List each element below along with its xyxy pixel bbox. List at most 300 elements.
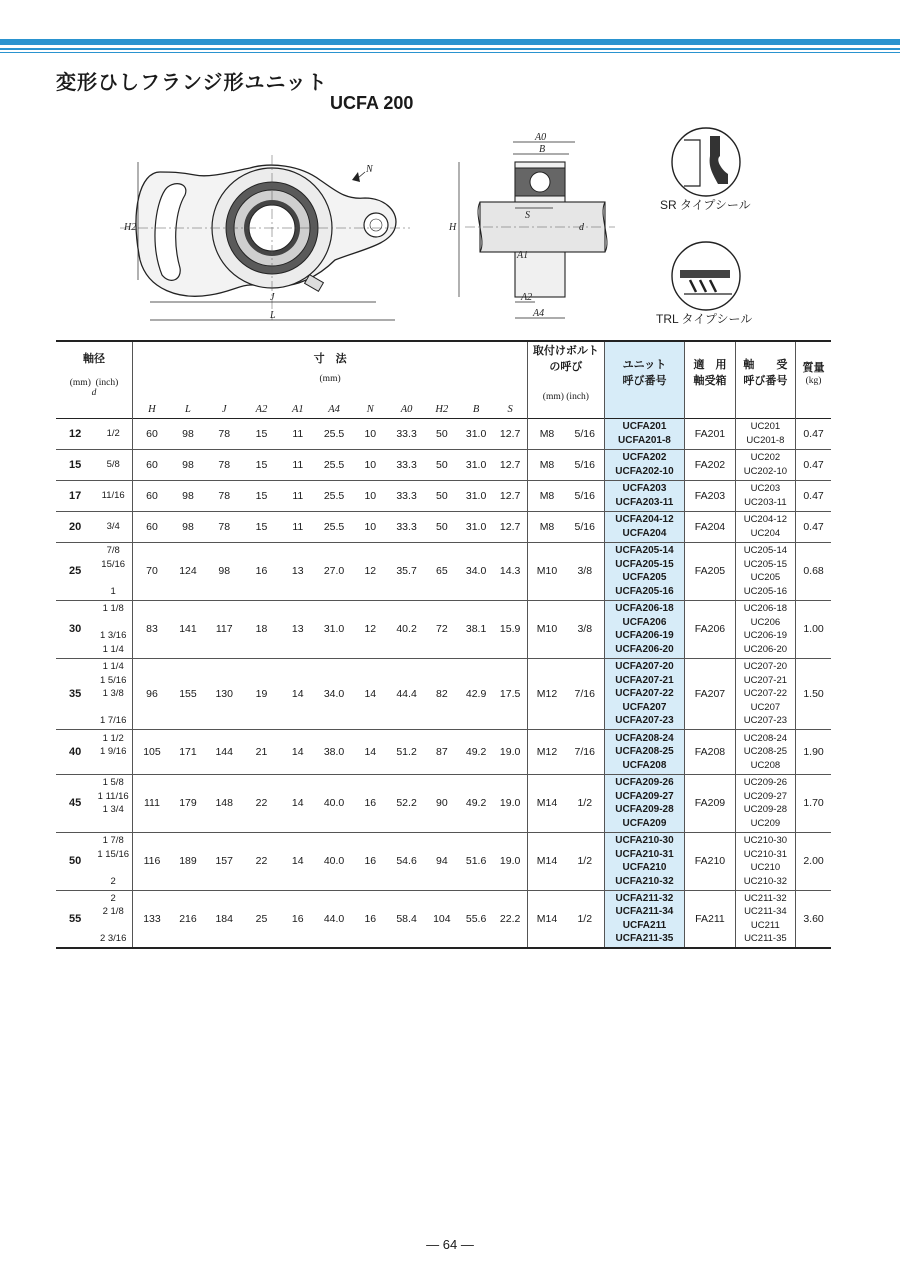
bolt-inch-cell: 1/2 [566,890,604,948]
header-unit: ユニット 呼び番号 [604,341,685,402]
dim-a1-cell: 16 [280,890,316,948]
dim-b-cell: 55.6 [459,890,493,948]
dim-l-cell: 141 [171,600,205,658]
bearing-number-cell [735,658,795,730]
bearing-number: UC206 [750,616,781,628]
bolt-mm-cell: M14 [528,890,566,948]
dim-a0-cell: 33.3 [388,449,424,480]
page-number: ― 64 ― [426,1237,474,1252]
dim-a2-cell: 25 [243,890,279,948]
dim-h2-cell: 82 [425,658,459,730]
side-view-drawing [445,130,615,325]
inch-value: 1 11/16 [97,790,129,802]
bearing-number: UC206-20 [743,643,788,655]
bearing-number: UC205 [750,572,781,583]
unit-number: UCFA206 [622,616,667,628]
dim-a0-cell: 33.3 [388,418,424,449]
dim-h-cell: 83 [133,600,171,658]
housing-cell: FA204 [685,511,735,542]
shaft-inch-cell [94,832,132,890]
dim-h-cell: 96 [133,658,171,730]
housing-cell: FA209 [685,774,735,832]
header-bearing: 軸 受 呼び番号 [735,341,795,402]
inch-value: 5/8 [106,458,120,470]
shaft-mm-cell: 50 [56,832,94,890]
shaft-inch-cell [94,511,132,542]
dim-a0-cell: 54.6 [388,832,424,890]
mass-cell: 1.00 [796,600,831,658]
bearing-number: UC210-30 [743,835,788,846]
bolt-mm-cell: M8 [528,449,566,480]
table-row [56,511,831,542]
inch-value [94,616,132,630]
dim-h-cell: 60 [133,511,171,542]
dim-s-cell: 12.7 [493,418,527,449]
label-h: H [449,222,457,233]
dim-h-cell: 133 [133,890,171,948]
col-h2: H2 [435,404,449,416]
inch-value: 1 15/16 [97,848,130,860]
dim-b-cell: 38.1 [459,600,493,658]
housing-cell: FA211 [685,890,735,948]
dim-n-cell: 16 [352,890,388,948]
bearing-number: UC206-18 [743,603,788,614]
bolt-inch-cell: 5/16 [566,480,604,511]
inch-value: 2 3/16 [99,933,127,945]
unit-number: UCFA210-31 [615,848,674,860]
dim-j-cell: 130 [205,658,243,730]
table-row [56,542,831,600]
dim-b-cell: 49.2 [459,730,493,775]
label-s: S [525,210,530,221]
inch-value: 1 1/4 [102,661,124,672]
header-housing: 適 用 軸受箱 [685,341,735,402]
bolt-inch-cell: 5/16 [566,511,604,542]
bearing-number: UC202-10 [743,465,788,477]
col-s: S [507,404,513,416]
bolt-mm-cell: M10 [528,542,566,600]
shaft-mm-cell: 15 [56,449,94,480]
inch-value: 1 1/8 [102,603,124,614]
shaft-mm-cell: 45 [56,774,94,832]
bearing-number: UC211-32 [744,892,787,904]
dim-b-cell: 34.0 [459,542,493,600]
bolt-inch-cell: 1/2 [566,832,604,890]
shaft-inch-cell [94,480,132,511]
inch-value: 1 9/16 [99,746,127,757]
dim-b-cell: 42.9 [459,658,493,730]
unit-number: UCFA205-14 [615,545,674,556]
housing-cell: FA201 [685,418,735,449]
shaft-mm-cell: 25 [56,542,94,600]
dim-s-cell: 19.0 [493,832,527,890]
bolt-inch-cell: 5/16 [566,449,604,480]
sr-seal-drawing [670,126,742,198]
unit-number: UCFA207 [622,701,667,713]
unit-number: UCFA201-8 [618,434,671,446]
dim-a0-cell: 33.3 [388,480,424,511]
dim-s-cell: 12.7 [493,480,527,511]
table-row [56,890,831,948]
unit-number: UCFA205 [622,572,667,583]
bearing-number: UC210-32 [743,875,788,887]
bearing-number-cell [735,418,795,449]
sr-seal-caption: SR タイプシール [660,198,751,212]
unit-number: UCFA203 [622,483,667,494]
bearing-number-cell [735,449,795,480]
dim-j-cell: 78 [205,449,243,480]
dim-a4-cell: 34.0 [316,658,352,730]
dim-a1-cell: 13 [280,600,316,658]
bolt-inch-cell: 5/16 [566,418,604,449]
bolt-mm-cell: M14 [528,832,566,890]
label-l: L [270,310,276,321]
unit-number: UCFA208-25 [615,746,674,757]
bearing-number: UC207-22 [743,688,788,699]
dim-j-cell: 144 [205,730,243,775]
dim-a0-cell: 58.4 [388,890,424,948]
col-n: N [366,404,374,416]
dim-s-cell: 19.0 [493,774,527,832]
unit-number: UCFA201 [622,421,667,432]
dim-n-cell: 12 [352,600,388,658]
label-d: d [579,222,584,233]
bolt-mm-cell: M10 [528,600,566,658]
shaft-inch-cell [94,418,132,449]
dim-s-cell: 12.7 [493,449,527,480]
unit-number: UCFA208 [622,759,667,771]
dim-h2-cell: 50 [425,449,459,480]
header-bolt-units: (mm) (inch) [528,374,605,402]
dim-n-cell: 14 [352,658,388,730]
shaft-inch-cell [94,542,132,600]
dim-n-cell: 16 [352,774,388,832]
bearing-number: UC211 [750,919,780,931]
label-b: B [539,144,546,155]
unit-number: UCFA209-26 [615,777,674,788]
bolt-inch-cell: 3/8 [566,542,604,600]
table-row [56,600,831,658]
bearing-number: UC204 [750,527,781,539]
dim-l-cell: 98 [171,480,205,511]
specification-table [56,340,831,949]
dim-n-cell: 16 [352,832,388,890]
housing-cell: FA205 [685,542,735,600]
dim-j-cell: 78 [205,480,243,511]
inch-value [94,759,132,773]
dim-a4-cell: 25.5 [316,449,352,480]
dim-n-cell: 10 [352,418,388,449]
dim-j-cell: 78 [205,511,243,542]
unit-number: UCFA203-11 [615,496,674,508]
col-l: L [185,404,191,416]
dim-s-cell: 15.9 [493,600,527,658]
unit-number: UCFA206-20 [615,643,674,655]
dim-b-cell: 51.6 [459,832,493,890]
unit-number-cell [604,774,685,832]
housing-cell: FA210 [685,832,735,890]
page-title: 変形ひしフランジ形ユニット [56,70,328,94]
mass-cell: 1.50 [796,658,831,730]
inch-value: 1 3/16 [99,630,127,641]
bearing-number: UC203 [750,483,781,494]
dim-l-cell: 171 [171,730,205,775]
dim-l-cell: 189 [171,832,205,890]
table-row [56,418,831,449]
inch-value [94,861,132,875]
unit-number-cell [604,511,685,542]
bearing-number: UC205-14 [743,545,788,556]
bearing-number-cell [735,511,795,542]
col-a4: A4 [328,404,340,416]
shaft-inch-cell [94,449,132,480]
table-row [56,480,831,511]
unit-number: UCFA209-27 [615,790,674,802]
dim-b-cell: 31.0 [459,418,493,449]
dim-a1-cell: 11 [280,418,316,449]
dim-j-cell: 148 [205,774,243,832]
mass-cell: 1.90 [796,730,831,775]
dim-a2-cell: 19 [243,658,279,730]
unit-number: UCFA206-18 [615,603,674,614]
dim-h-cell: 70 [133,542,171,600]
dim-n-cell: 10 [352,480,388,511]
col-j: J [221,404,227,416]
shaft-inch-cell [94,890,132,948]
unit-number: UCFA210-30 [615,835,674,846]
bolt-inch-cell: 1/2 [566,774,604,832]
shaft-mm-cell: 55 [56,890,94,948]
unit-number: UCFA207-22 [615,688,674,699]
dim-l-cell: 155 [171,658,205,730]
dim-h2-cell: 104 [425,890,459,948]
unit-number-cell [604,600,685,658]
inch-value: 1 3/4 [102,804,124,815]
label-h2: H2 [124,222,137,233]
bearing-number: UC204-12 [743,514,788,525]
dim-h-cell: 111 [133,774,171,832]
inch-value [94,701,132,715]
dim-j-cell: 184 [205,890,243,948]
header-shaft-units: (mm) (inch) d [69,378,119,398]
dim-h2-cell: 72 [425,600,459,658]
dim-a4-cell: 40.0 [316,774,352,832]
dim-b-cell: 31.0 [459,449,493,480]
bearing-number-cell [735,774,795,832]
bearing-number: UC208-24 [743,732,788,744]
table-row [56,774,831,832]
shaft-mm-cell: 20 [56,511,94,542]
bearing-number: UC209-26 [743,777,788,788]
table-row [56,658,831,730]
dim-a2-cell: 15 [243,449,279,480]
dim-l-cell: 179 [171,774,205,832]
inch-value: 1 1/2 [102,732,124,744]
top-rule-thin [0,52,900,53]
dim-h-cell: 60 [133,480,171,511]
dim-a1-cell: 13 [280,542,316,600]
unit-number-cell [604,832,685,890]
bolt-mm-cell: M8 [528,480,566,511]
unit-number: UCFA207-20 [615,661,674,672]
unit-number-cell [604,542,685,600]
unit-number: UCFA211-35 [615,933,674,945]
mass-cell: 1.70 [796,774,831,832]
dim-l-cell: 124 [171,542,205,600]
dim-a4-cell: 40.0 [316,832,352,890]
dim-a2-cell: 16 [243,542,279,600]
label-a4: A4 [533,308,545,319]
unit-number: UCFA210-32 [615,875,674,887]
inch-value: 2 1/8 [102,906,124,918]
shaft-inch-cell [94,658,132,730]
bolt-mm-cell: M12 [528,730,566,775]
dim-b-cell: 31.0 [459,480,493,511]
unit-number: UCFA204-12 [615,514,674,525]
dim-a1-cell: 11 [280,480,316,511]
bolt-mm-cell: M8 [528,511,566,542]
unit-number: UCFA208-24 [615,732,674,744]
mass-cell: 2.00 [796,832,831,890]
unit-number-cell [604,730,685,775]
mass-cell: 0.47 [796,480,831,511]
top-rule-thick [0,39,900,45]
trl-seal-caption: TRL タイプシール [656,312,753,326]
dim-h2-cell: 50 [425,418,459,449]
bearing-number-cell [735,542,795,600]
dim-n-cell: 10 [352,511,388,542]
housing-cell: FA202 [685,449,735,480]
housing-cell: FA207 [685,658,735,730]
unit-number: UCFA211-34 [615,906,674,918]
col-b: B [472,404,480,416]
dim-a4-cell: 25.5 [316,511,352,542]
unit-number: UCFA209-28 [615,804,674,815]
unit-number: UCFA209 [622,817,667,829]
bearing-number: UC205-15 [743,558,788,570]
dim-a0-cell: 51.2 [388,730,424,775]
dim-h2-cell: 94 [425,832,459,890]
dim-h-cell: 116 [133,832,171,890]
shaft-mm-cell: 35 [56,658,94,730]
bearing-number: UC202 [750,452,781,463]
bearing-number: UC201-8 [746,434,785,446]
unit-number: UCFA202-10 [615,465,674,477]
unit-number: UCFA211-32 [615,892,674,904]
header-symbols-row [56,402,831,418]
inch-value: 1 5/8 [102,777,124,788]
bolt-inch-cell: 7/16 [566,658,604,730]
label-a1: A1 [517,250,529,261]
dim-a1-cell: 14 [280,774,316,832]
bearing-number: UC208 [750,759,781,771]
bearing-number: UC209-28 [743,804,788,815]
inch-value: 1 7/16 [99,715,127,726]
inch-value: 1 5/16 [99,674,127,686]
dim-a4-cell: 25.5 [316,480,352,511]
bolt-inch-cell: 3/8 [566,600,604,658]
bolt-mm-cell: M12 [528,658,566,730]
bearing-number: UC207 [750,701,781,713]
trl-seal-drawing [670,240,742,312]
header-bolt: 取付けボルト の呼び [528,341,605,374]
shaft-inch-cell [94,730,132,775]
dim-b-cell: 31.0 [459,511,493,542]
unit-number: UCFA207-21 [615,674,674,686]
bolt-inch-cell: 7/16 [566,730,604,775]
dim-l-cell: 98 [171,449,205,480]
dim-j-cell: 98 [205,542,243,600]
inch-value: 1 1/4 [102,643,124,655]
inch-value [94,571,132,585]
table-row [56,449,831,480]
dim-a2-cell: 18 [243,600,279,658]
dim-a0-cell: 33.3 [388,511,424,542]
dim-a1-cell: 14 [280,730,316,775]
bearing-number: UC201 [750,421,781,432]
dim-s-cell: 17.5 [493,658,527,730]
dim-h2-cell: 50 [425,480,459,511]
top-rule-mid [0,48,900,50]
col-a2: A2 [255,404,268,416]
dim-h-cell: 105 [133,730,171,775]
housing-cell: FA208 [685,730,735,775]
dim-a2-cell: 15 [243,418,279,449]
front-view-drawing [120,150,410,330]
header-dims-unit: (mm) [133,374,528,402]
bearing-number: UC210 [750,862,781,873]
shaft-mm-cell: 30 [56,600,94,658]
label-j: J [270,292,275,303]
shaft-mm-cell: 40 [56,730,94,775]
col-h: H [133,402,171,418]
bearing-number: UC206-19 [743,630,788,641]
inch-value: 3/4 [106,520,120,532]
dim-h2-cell: 90 [425,774,459,832]
dim-a2-cell: 21 [243,730,279,775]
bearing-number: UC207-20 [743,661,788,672]
table-row [56,832,831,890]
mass-cell: 0.47 [796,449,831,480]
shaft-mm-cell: 17 [56,480,94,511]
dim-a0-cell: 52.2 [388,774,424,832]
dim-l-cell: 98 [171,511,205,542]
shaft-mm-cell: 12 [56,418,94,449]
unit-number: UCFA205-15 [615,558,674,570]
unit-number-cell [604,658,685,730]
dim-a1-cell: 11 [280,511,316,542]
mass-cell: 3.60 [796,890,831,948]
bearing-number: UC205-16 [743,585,788,597]
dim-l-cell: 216 [171,890,205,948]
bearing-number: UC211-35 [744,933,787,945]
dim-a2-cell: 22 [243,774,279,832]
dim-a4-cell: 27.0 [316,542,352,600]
inch-value: 1/2 [106,427,120,439]
dim-h2-cell: 50 [425,511,459,542]
dim-s-cell: 22.2 [493,890,527,948]
unit-number-cell [604,449,685,480]
shaft-inch-cell [94,774,132,832]
inch-value: 2 [110,875,116,887]
dim-a1-cell: 14 [280,832,316,890]
dim-a0-cell: 44.4 [388,658,424,730]
col-a0: A0 [400,404,413,416]
bearing-number: UC207-21 [743,674,788,686]
bearing-number-cell [735,480,795,511]
bearing-number: UC203-11 [744,496,787,508]
bearing-number: UC208-25 [743,746,788,757]
